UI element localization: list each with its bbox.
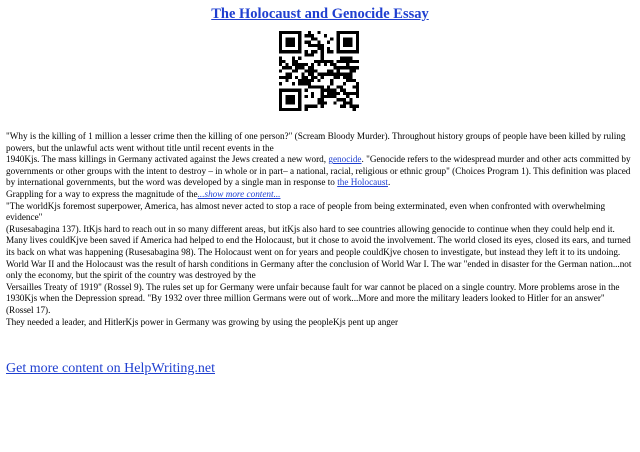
get-more-content-link[interactable]: Get more content on HelpWriting.net (6, 361, 215, 376)
paragraph-1: "Why is the killing of 1 million a lesser crime then the killing of one person?" (Scream Bloody Murder). Throughout history groups of people have been killed by ruling powers, but the unlawful acts went without title until recent events in the (6, 131, 626, 153)
essay-body (6, 131, 634, 328)
qr-code-icon (279, 31, 359, 111)
paragraph-2-text-a: 1940Kjs. The mass killings in Germany activated against the Jews created a new word, (6, 154, 329, 165)
essay-title[interactable]: The Holocaust and Genocide Essay (211, 6, 429, 22)
paragraph-5: (Rusesabagina 137). ItKjs hard to reach out in so many different areas, but itKjs also hard to see countries allowing genocide to continue when they could help end it. Many lives couldKjve been saved if America had helped to end the Holocaust, but it chose to avoid the involvement. The world closed its eyes, closed its ears, and turned its back on what was happening (Rusesabagina 98). The Holocaust went on for years and people couldKjve chosen to investigate, but instead they left it to its undoing. (6, 223, 631, 257)
holocaust-link[interactable]: the Holocaust (337, 177, 388, 188)
paragraph-4: "The worldKjs foremost superpower, America, has almost never acted to stop a race of people from being exterminated, even when confronted with overwhelming evidence" (6, 200, 606, 223)
paragraph-7: Versailles Treaty of 1919" (Rossel 9). The rules set up for Germany were unfair because fault for war cannot be placed on a single country. More problems arose in the 1930Kjs when the Depression spread. "By 1932 over three million Germans were out of work...More and more the military leaders looked to Hitler for an answer" (Rossel 17). (6, 281, 620, 315)
paragraph-3-text: Grappling for a way to express the magnitude of the (6, 188, 198, 199)
paragraph-2 (6, 154, 634, 189)
genocide-link[interactable]: genocide (328, 154, 362, 165)
qr-code-graphic (279, 31, 359, 111)
paragraph-2-text-b: . "Genocide refers to the widespread murder and other acts committed by governments or other groups with the intent to destroy – in whole or in part– a national, racial, religious or ethnic group" (Choices Program 1). This definition was placed by international governments, but the word was developed by a single man in response to (6, 154, 631, 188)
paragraph-6: World War II and the Holocaust was the result of harsh conditions in Germany after the conclusion of World War I. The war "ended in disaster for the German nation...not only the economy, but the spirit of the country was destroyed by the (6, 258, 632, 281)
paragraph-2-text-c: . (387, 177, 391, 188)
paragraph-3 (6, 189, 634, 201)
paragraph-8: They needed a leader, and HitlerKjs power in Germany was growing by using the peopleKjs pent up anger (6, 316, 399, 327)
show-more-link[interactable]: ...show more content... (197, 188, 281, 199)
